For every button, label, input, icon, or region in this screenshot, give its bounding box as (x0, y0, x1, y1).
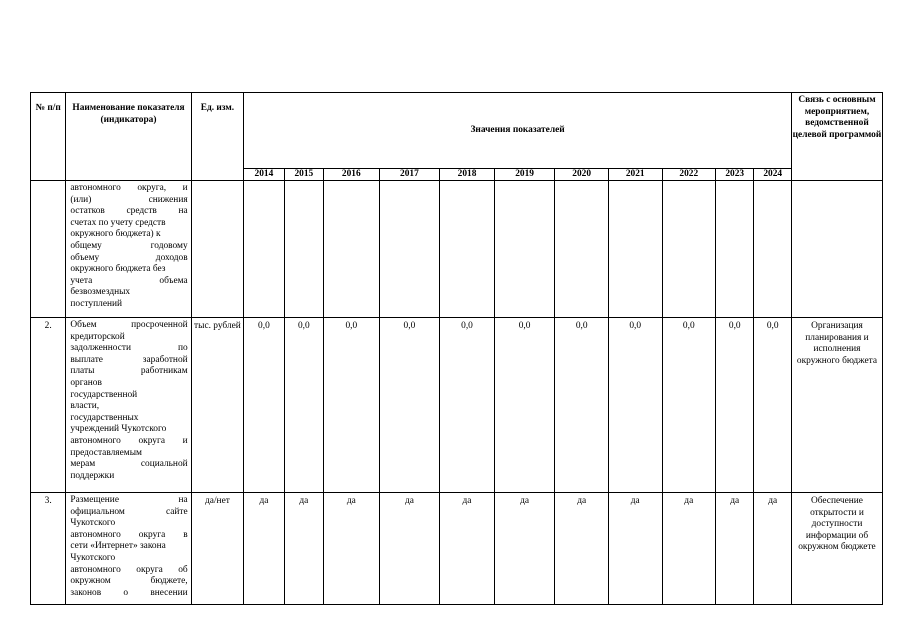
indicator-name-word: окружного бюджета) к (70, 229, 161, 240)
indicator-name-line (70, 518, 187, 530)
program-link-cell: Организация планирования и исполнения окружного бюджета (791, 318, 882, 493)
indicator-name-word: счетах по учету средств (70, 217, 166, 228)
program-link-cell (791, 181, 882, 318)
indicator-name-line (70, 390, 187, 402)
indicator-name (66, 181, 191, 318)
indicator-name-line (70, 448, 187, 460)
indicator-name-line (70, 495, 187, 507)
indicator-name (66, 493, 191, 605)
indicator-name-line (70, 565, 187, 577)
indicator-name-line (70, 218, 187, 230)
indicator-name-word: средств (126, 206, 157, 217)
row-number: 2. (31, 318, 66, 493)
header-link: Связь с основным мероприятием, ведомственной целевой программой (791, 93, 882, 181)
value-cell: 0,0 (284, 318, 323, 493)
value-cell: 0,0 (555, 318, 609, 493)
table-row (31, 318, 883, 493)
indicator-name-line (70, 401, 187, 413)
year-header: 2024 (754, 169, 792, 181)
value-cell: да (440, 493, 495, 605)
value-cell: 0,0 (379, 318, 440, 493)
indicator-name-line (70, 287, 187, 299)
value-cell (608, 181, 662, 318)
indicator-name-word: власти, (70, 401, 100, 412)
header-unit: Ед. изм. (191, 93, 244, 181)
indicator-name-line (70, 459, 187, 471)
value-cell (244, 181, 284, 318)
unit-cell: да/нет (191, 493, 244, 605)
indicator-name-line (70, 378, 187, 390)
value-cell: да (662, 493, 716, 605)
indicator-name-word: автономного (70, 435, 121, 446)
value-cell: 0,0 (244, 318, 284, 493)
indicator-name-line (70, 413, 187, 425)
year-header: 2017 (379, 169, 440, 181)
year-header: 2023 (716, 169, 754, 181)
year-header: 2022 (662, 169, 716, 181)
value-cell: 0,0 (324, 318, 380, 493)
indicator-name-line (70, 541, 187, 553)
indicator-name-word: сайте (165, 506, 188, 517)
row-number (31, 181, 66, 318)
value-cell: да (284, 493, 323, 605)
indicator-name-line (70, 424, 187, 436)
indicator-name-line (70, 332, 187, 344)
value-cell: 0,0 (494, 318, 555, 493)
indicator-name-word: Объем (70, 320, 97, 330)
indicator-name-word: и (182, 435, 188, 446)
indicator-name-word: автономного (70, 564, 121, 575)
header-row (31, 93, 883, 169)
value-cell (379, 181, 440, 318)
indicator-name-word: на (178, 495, 188, 505)
indicator-name-word: законов (70, 587, 102, 598)
indicator-name-word: внесении (150, 587, 188, 598)
indicator-name-line (70, 343, 187, 355)
indicator-name-word: платы (70, 366, 95, 377)
row-number: 3. (31, 493, 66, 605)
value-cell (754, 181, 792, 318)
indicator-name-word: мерам (70, 459, 96, 470)
indicator-name-word: по (177, 343, 188, 354)
unit-cell: тыс. рублей (191, 318, 244, 493)
value-cell: 0,0 (716, 318, 754, 493)
indicator-name-word: годовому (150, 240, 188, 251)
year-header: 2019 (494, 169, 555, 181)
indicator-name-word: снижения (148, 194, 188, 205)
indicator-name-line (70, 183, 187, 195)
indicator-name-line (70, 195, 187, 207)
indicator-name (66, 318, 191, 493)
indicator-name-word: поддержки (70, 470, 115, 481)
value-cell (555, 181, 609, 318)
indicator-name-word: окружного бюджета без (70, 264, 166, 275)
indicator-name-line (70, 471, 187, 483)
indicator-name-word: сети «Интернет» закона (70, 541, 166, 552)
value-cell: да (716, 493, 754, 605)
indicator-name-line (70, 588, 187, 600)
value-cell (440, 181, 495, 318)
indicator-name-word: Чукотского (70, 518, 116, 529)
indicator-name-word: органов (70, 377, 102, 388)
indicator-name-word: официальном (70, 506, 125, 517)
indicator-name-word: бюджете, (150, 576, 188, 587)
value-cell: да (244, 493, 284, 605)
indicator-name-word: предоставляемым (70, 447, 142, 458)
value-cell (284, 181, 323, 318)
value-cell: 0,0 (662, 318, 716, 493)
indicator-name-line (70, 576, 187, 588)
value-cell: да (379, 493, 440, 605)
indicator-name-line (70, 355, 187, 367)
indicator-name-line (70, 276, 187, 288)
indicator-name-word: Чукотского (70, 552, 116, 563)
year-header: 2015 (284, 169, 323, 181)
indicator-name-word: окружном (70, 576, 111, 587)
table-row (31, 493, 883, 605)
indicator-name-line (70, 530, 187, 542)
year-header: 2018 (440, 169, 495, 181)
indicator-name-line (70, 253, 187, 265)
indicator-name-word: округа, (137, 183, 167, 193)
year-header: 2021 (608, 169, 662, 181)
indicator-name-word: на (178, 206, 188, 217)
indicator-name-word: доходов (155, 252, 188, 263)
indicator-name-word: (или) (70, 194, 92, 205)
value-cell: да (494, 493, 555, 605)
indicator-name-word: округа (136, 564, 163, 575)
indicator-name-word: работникам (140, 366, 188, 377)
indicator-name-word: государственных (70, 412, 139, 423)
indicator-name-line (70, 553, 187, 565)
value-cell: да (555, 493, 609, 605)
year-header: 2020 (555, 169, 609, 181)
indicator-name-word: и (182, 183, 188, 193)
table-body (31, 181, 883, 605)
indicator-name-word: заработной (142, 354, 188, 365)
indicator-name-line (70, 241, 187, 253)
indicator-name-word: кредиторской (70, 331, 125, 342)
indicator-name-line (70, 206, 187, 218)
table-row (31, 181, 883, 318)
indicator-name-word: поступлений (70, 298, 123, 309)
value-cell (324, 181, 380, 318)
value-cell: да (608, 493, 662, 605)
header-num: № п/п (31, 93, 66, 181)
indicator-name-line (70, 320, 187, 332)
indicator-name-word: о (123, 587, 129, 598)
indicator-name-word: учреждений Чукотского (70, 424, 167, 435)
indicator-name-word: объема (159, 275, 188, 286)
indicator-name-line (70, 507, 187, 519)
value-cell: да (324, 493, 380, 605)
value-cell: 0,0 (440, 318, 495, 493)
indicators-table (30, 92, 883, 605)
value-cell: 0,0 (608, 318, 662, 493)
indicator-name-word: Размещение (70, 495, 119, 505)
indicator-name-word: учета (70, 275, 93, 286)
indicator-name-word: социальной (140, 459, 188, 470)
indicator-name-word: об (178, 564, 188, 575)
indicator-name-word: остатков (70, 206, 105, 217)
value-cell (662, 181, 716, 318)
value-cell: 0,0 (754, 318, 792, 493)
indicator-name-line (70, 264, 187, 276)
header-values-title: Значения показателей (244, 93, 792, 169)
indicator-name-line (70, 299, 187, 311)
indicator-name-word: округа (138, 529, 166, 540)
header-name: Наименование показателя (индикатора) (66, 93, 191, 181)
indicator-name-word: общему (70, 240, 102, 251)
indicator-name-line (70, 229, 187, 241)
program-link-cell: Обеспечение открытости и доступности информации об окружном бюджете (791, 493, 882, 605)
value-cell (494, 181, 555, 318)
indicator-name-word: просроченной (131, 320, 188, 330)
indicator-name-word: автономного (70, 529, 121, 540)
value-cell: да (754, 493, 792, 605)
year-header: 2014 (244, 169, 284, 181)
indicator-name-word: задолженности (70, 343, 131, 354)
indicator-name-word: округа (138, 435, 165, 446)
indicator-name-line (70, 436, 187, 448)
unit-cell (191, 181, 244, 318)
year-header: 2016 (324, 169, 380, 181)
indicator-name-line (70, 366, 187, 378)
indicator-name-word: объему (70, 252, 100, 263)
value-cell (716, 181, 754, 318)
indicator-name-word: выплате (70, 354, 103, 365)
indicator-name-word: автономного (70, 183, 121, 193)
indicator-name-word: в (183, 529, 188, 540)
indicator-name-word: государственной (70, 389, 138, 400)
indicator-name-word: безвозмездных (70, 287, 131, 298)
